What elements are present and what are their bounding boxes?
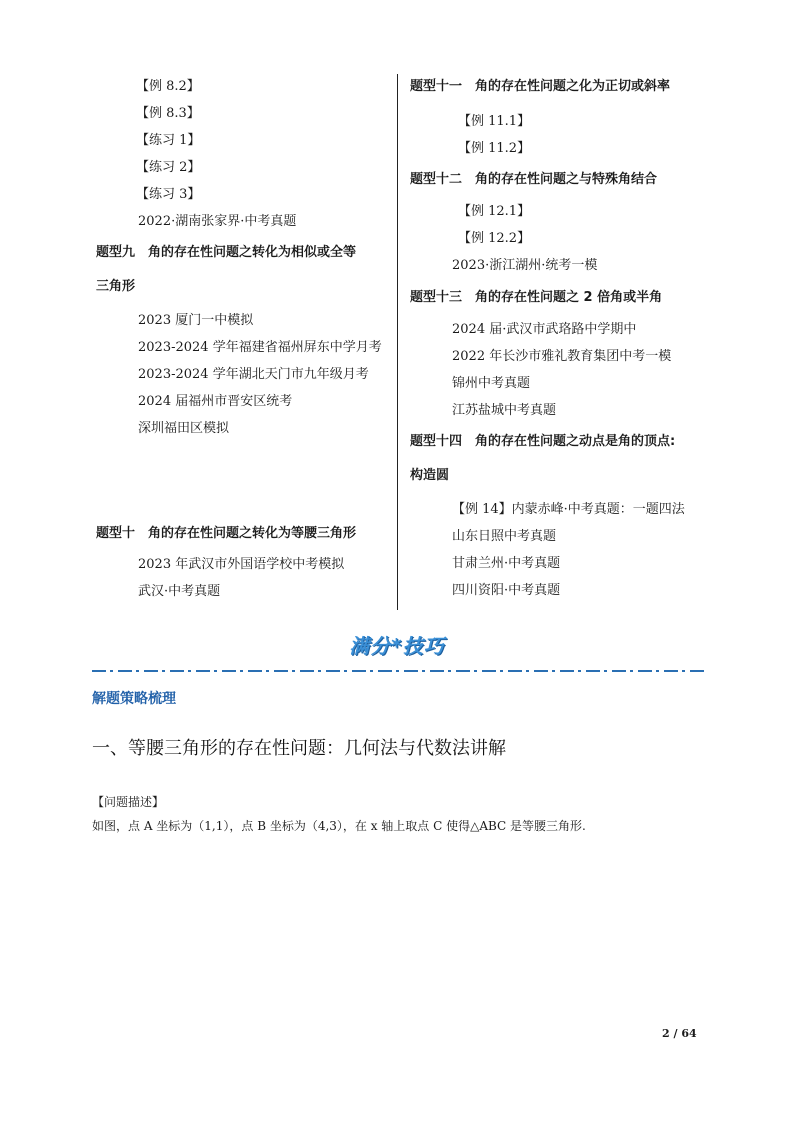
- toc-item: 【例 14】内蒙赤峰·中考真题：一题四法: [452, 502, 685, 517]
- toc-item: 江苏盐城中考真题: [452, 403, 557, 418]
- toc-item: 2023 厦门一中模拟: [138, 313, 254, 328]
- toc-item: 锦州中考真题: [452, 376, 531, 391]
- banner-title: 满分*技巧: [349, 634, 445, 658]
- toc-section-heading: 题型十 角的存在性问题之转化为等腰三角形: [96, 526, 357, 541]
- toc-item: 山东日照中考真题: [452, 529, 557, 544]
- toc-item: 甘肃兰州·中考真题: [452, 556, 561, 571]
- toc-item: 【练习 2】: [136, 160, 201, 175]
- toc-item: 【例 12.2】: [458, 231, 531, 246]
- toc-item: 2022·湖南张家界·中考真题: [138, 214, 297, 229]
- toc-item: 【练习 3】: [136, 187, 201, 202]
- toc-item: 四川资阳·中考真题: [452, 583, 561, 598]
- toc-item: 【例 11.2】: [458, 141, 531, 156]
- toc-item: 【例 11.1】: [458, 114, 531, 129]
- column-divider: [397, 74, 398, 610]
- dashed-separator: [92, 670, 704, 672]
- toc-section-heading: 题型十四 角的存在性问题之动点是角的顶点:: [410, 434, 676, 449]
- toc-section-heading: 题型十二 角的存在性问题之与特殊角结合: [410, 172, 658, 187]
- toc-item: 【例 12.1】: [458, 204, 531, 219]
- toc-item: 2022 年长沙市雅礼教育集团中考一模: [452, 349, 672, 364]
- toc-item: 【练习 1】: [136, 133, 201, 148]
- toc-section-heading: 题型十三 角的存在性问题之 2 倍角或半角: [410, 290, 663, 305]
- toc-item: 2023 年武汉市外国语学校中考模拟: [138, 557, 345, 572]
- section-title: 一、等腰三角形的存在性问题：几何法与代数法讲解: [92, 738, 506, 759]
- problem-text: 如图，点 A 坐标为（1,1），点 B 坐标为（4,3），在 x 轴上取点 C 使得△ABC 是等腰三角形.: [92, 819, 586, 833]
- toc-item: 2023·浙江湖州·统考一模: [452, 258, 598, 273]
- strategy-heading: 解题策略梳理: [92, 691, 176, 707]
- toc-item: 2024 届福州市晋安区统考: [138, 394, 293, 409]
- toc-section-heading: 三角形: [96, 279, 136, 294]
- toc-item: 2024 届·武汉市武珞路中学期中: [452, 322, 637, 337]
- banner: [0, 630, 794, 659]
- toc-item: 武汉·中考真题: [138, 584, 221, 599]
- toc-item: 深圳福田区模拟: [138, 421, 230, 436]
- toc-item: 2023-2024 学年湖北天门市九年级月考: [138, 367, 369, 382]
- toc-section-heading: 构造圆: [410, 468, 450, 483]
- page-number: 2 / 64: [662, 1027, 697, 1040]
- toc-item: 【例 8.3】: [136, 106, 200, 121]
- toc-section-heading: 题型十一 角的存在性问题之化为正切或斜率: [410, 79, 671, 94]
- toc-section-heading: 题型九 角的存在性问题之转化为相似或全等: [96, 245, 357, 260]
- toc-item: 2023-2024 学年福建省福州屏东中学月考: [138, 340, 382, 355]
- problem-label: 【问题描述】: [92, 795, 165, 809]
- toc-item: 【例 8.2】: [136, 79, 200, 94]
